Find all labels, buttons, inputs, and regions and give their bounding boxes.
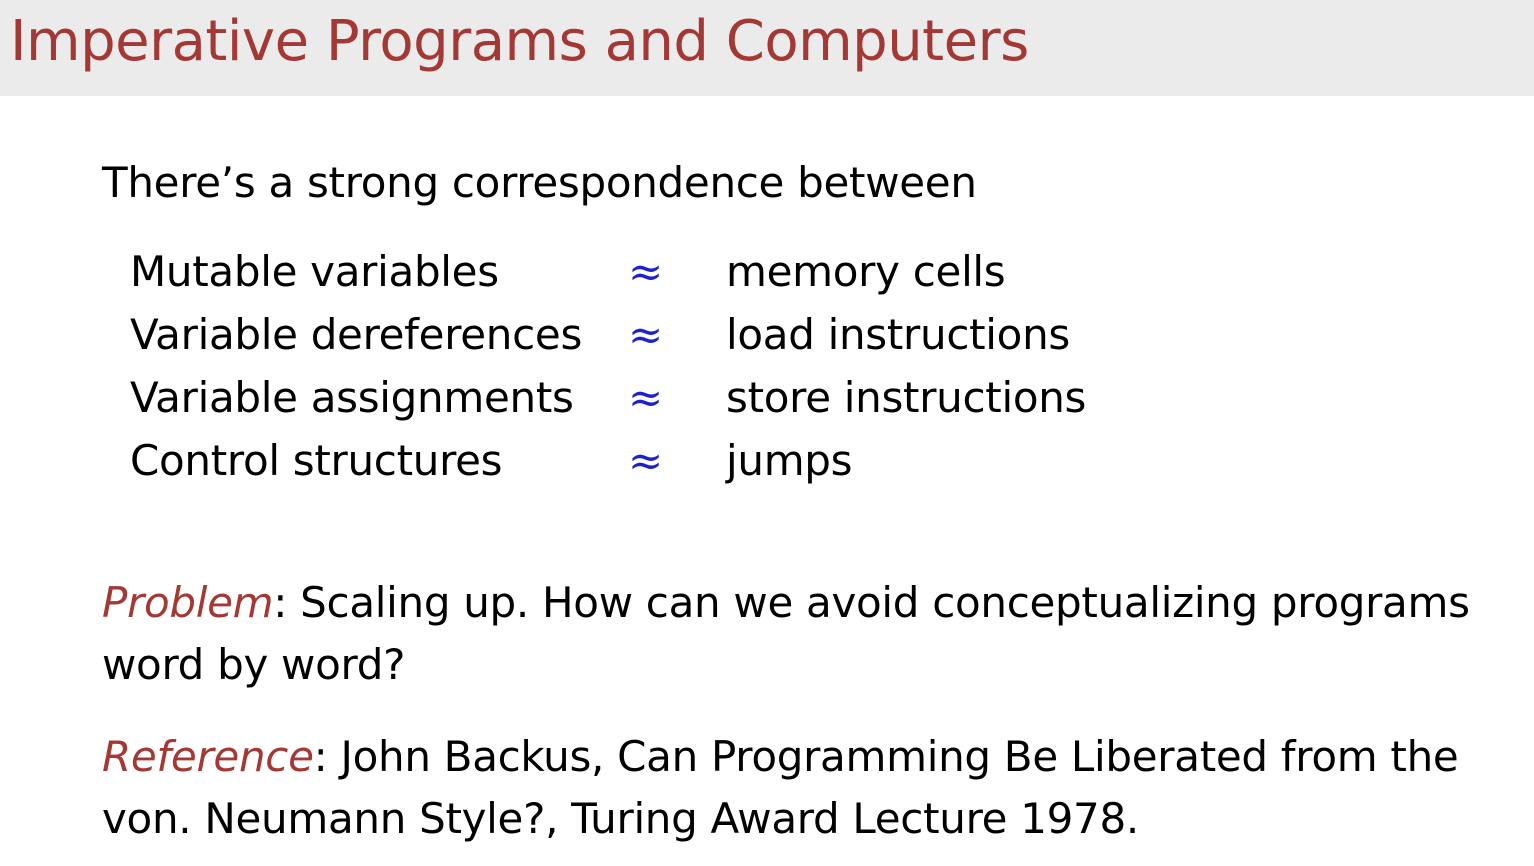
approx-symbol: ≈	[628, 310, 663, 359]
problem-paragraph	[102, 572, 1522, 696]
row-left-term: Mutable variables	[130, 247, 499, 296]
approx-symbol: ≈	[628, 247, 663, 296]
slide-title: Imperative Programs and Computers	[10, 9, 1029, 74]
title-bar	[0, 0, 1534, 96]
reference-label: Reference	[102, 732, 314, 781]
row-right-term: load instructions	[726, 310, 1070, 359]
approx-symbol: ≈	[628, 373, 663, 422]
problem-label: Problem	[102, 578, 274, 627]
row-right-term: store instructions	[726, 373, 1087, 422]
problem-text: : Scaling up. How can we avoid conceptualizing programs word by word?	[102, 578, 1470, 689]
intro-text: There’s a strong correspondence between	[102, 158, 977, 207]
row-left-term: Control structures	[130, 436, 503, 485]
row-left-term: Variable dereferences	[130, 310, 583, 359]
approx-symbol: ≈	[628, 436, 663, 485]
row-left-term: Variable assignments	[130, 373, 574, 422]
reference-text: : John Backus, Can Programming Be Liberated from the von. Neumann Style?, Turing Award Lecture 1978.	[102, 732, 1459, 843]
row-right-term: memory cells	[726, 247, 1006, 296]
reference-paragraph	[102, 726, 1522, 850]
row-right-term: jumps	[726, 436, 853, 485]
